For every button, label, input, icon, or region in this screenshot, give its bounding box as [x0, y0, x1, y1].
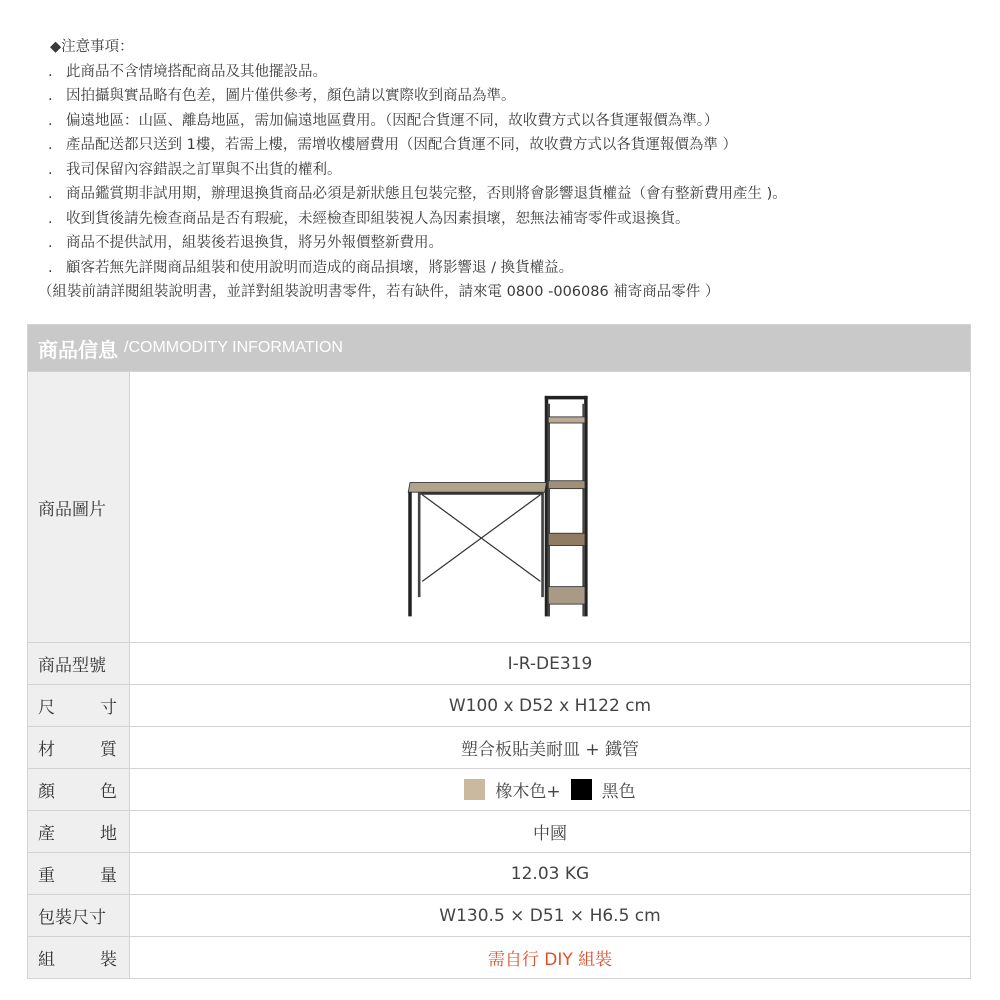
size-label: 尺 寸	[28, 685, 130, 726]
row-model	[28, 642, 970, 684]
note-item: . 偏遠地區：山區、離島地區，需加偏遠地區費用。（因配合貨運不同，故收費方式以各貨運報價為準。）	[48, 109, 988, 134]
commodity-info-table	[27, 324, 971, 979]
row-assembly	[28, 936, 970, 978]
note-bullet: .	[48, 88, 53, 104]
package-size-value: W130.5 × D51 × H6.5 cm	[439, 905, 661, 926]
note-bullet: .	[48, 210, 53, 227]
assembly-value: 需自行 DIY 組裝	[487, 950, 613, 970]
note-bullet: .	[48, 259, 53, 276]
model-value: I-R-DE319	[507, 653, 593, 674]
row-product-image	[28, 371, 970, 642]
note-item: . 顧客若無先詳閱商品組裝和使用說明而造成的商品損壞，將影響退 / 換貨權益。	[48, 256, 988, 281]
origin-label: 產 地	[28, 811, 130, 852]
note-bullet: .	[48, 161, 53, 178]
material-label: 材 質	[28, 727, 130, 768]
row-origin	[28, 810, 970, 852]
note-item: . 商品鑑賞期非試用期，辦理退換貨商品必須是新狀態且包裝完整，否則將會影響退貨權益（會有整新費用產生 )。	[48, 182, 988, 207]
color-value	[130, 769, 970, 810]
black-color-swatch	[571, 779, 592, 800]
note-item: . 此商品不含情境搭配商品及其他擺設品。	[48, 60, 988, 85]
row-size	[28, 684, 970, 726]
black-color-text: 黑色	[601, 782, 636, 802]
note-bullet: .	[48, 137, 53, 153]
desk-illustration	[130, 372, 970, 642]
note-item: . 我司保留內容錯誤之訂單與不出貨的權利。	[48, 158, 988, 183]
origin-value: 中國	[533, 824, 567, 844]
note-bullet: .	[48, 186, 53, 202]
note-bullet: .	[48, 112, 53, 129]
header-title-zh: 商品信息	[38, 337, 118, 362]
header-title-en: /COMMODITY INFORMATION	[124, 339, 343, 356]
image-label: 商品圖片	[28, 372, 130, 642]
material-value: 塑合板貼美耐皿 + 鐵管	[460, 740, 640, 760]
oak-color-text: 橡木色+	[495, 782, 561, 802]
table-header	[28, 325, 970, 371]
note-item: . 產品配送都只送到 1樓，若需上樓，需增收樓層費用（因配合貨運不同，故收費方式以各貨運報價為準 ）	[48, 133, 988, 158]
product-image-cell	[130, 372, 970, 642]
note-item: . 因拍攝與實品略有色差，圖片僅供參考，顏色請以實際收到商品為準。	[48, 84, 988, 109]
note-bullet: .	[48, 235, 53, 251]
assembly-label: 組 裝	[28, 937, 130, 978]
color-label: 顏 色	[28, 769, 130, 810]
note-bullet: .	[48, 63, 53, 80]
row-package-size	[28, 894, 970, 936]
note-item: . 商品不提供試用，組裝後若退換貨，將另外報價整新費用。	[48, 231, 988, 256]
package-size-label: 包裝尺寸	[28, 895, 130, 936]
row-material	[28, 726, 970, 768]
notes-title: ◆注意事項：	[50, 39, 134, 55]
weight-value: 12.03 KG	[510, 863, 590, 884]
weight-label: 重 量	[28, 853, 130, 894]
note-item: . 收到貨後請先檢查商品是否有瑕疵，未經檢查即組裝視人為因素損壞，恕無法補寄零件或退換貨。	[48, 207, 988, 232]
model-label: 商品型號	[28, 643, 130, 684]
notes-tail: （組裝前請詳閱組裝說明書，並詳對組裝說明書零件，若有缺件，請來電 0800 -006086 補寄商品零件 ）	[38, 284, 720, 300]
row-weight	[28, 852, 970, 894]
size-value: W100 x D52 x H122 cm	[448, 695, 652, 716]
row-color	[28, 768, 970, 810]
notes-section	[38, 35, 988, 305]
oak-color-swatch	[464, 779, 485, 800]
